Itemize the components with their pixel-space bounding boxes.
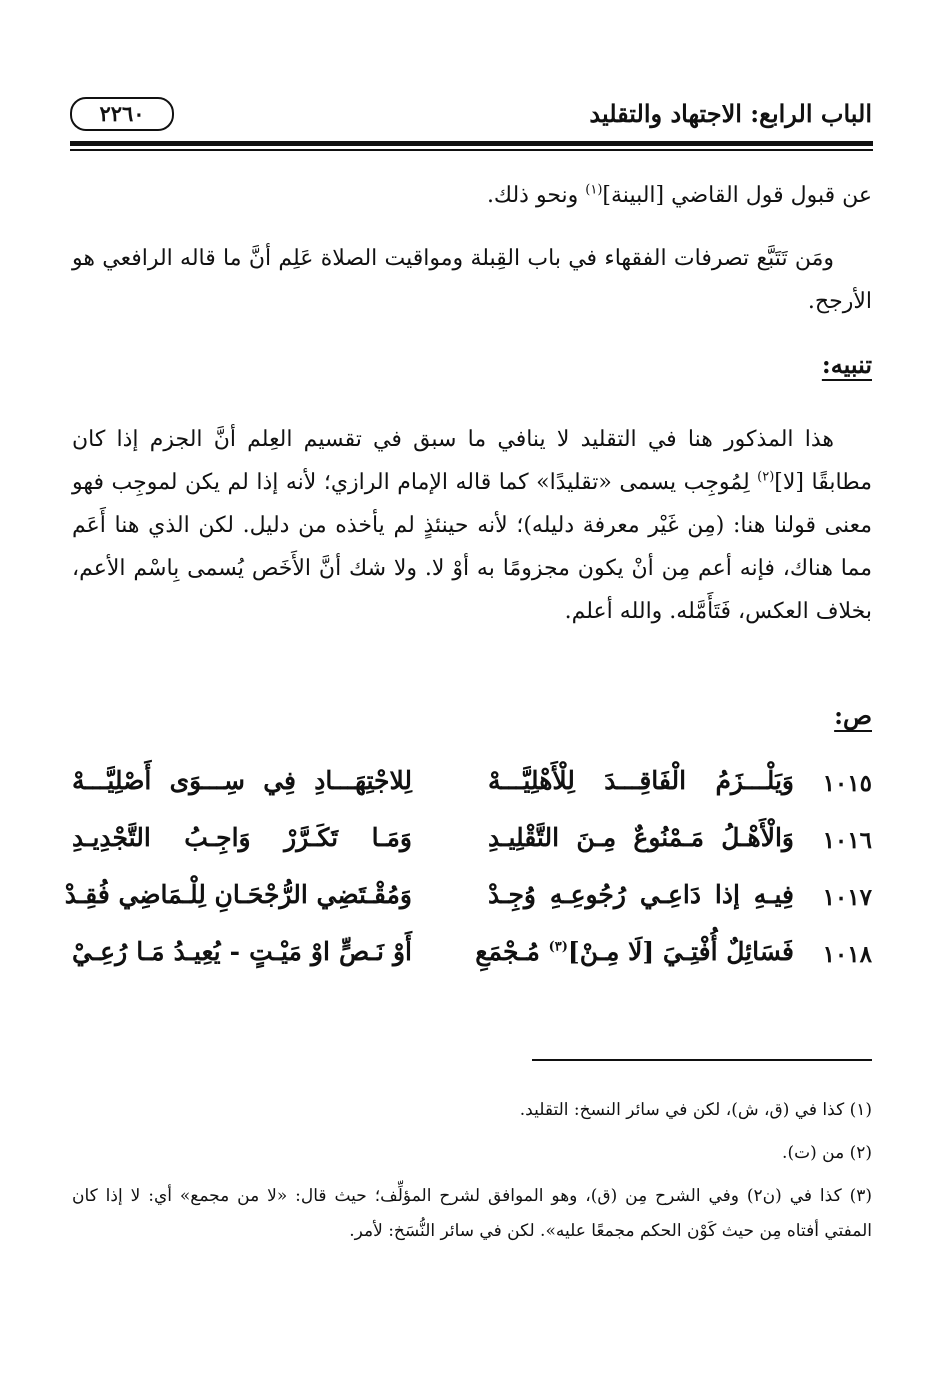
verse-row: [64, 878, 872, 935]
footnote-separator: [532, 1059, 872, 1061]
verse-first-hemistich: وَيَلْـــزَمُ الْفَاقِـــدَ لِلْأَهْلِيَّـــهْ: [488, 766, 794, 795]
verse-second-hemistich: وَمَـا تَكَـرَّرْ وَاجِـبُ التَّجْدِيـدِ: [72, 823, 412, 852]
verse-row: [72, 764, 872, 821]
footnote-ref-2: (٢): [757, 469, 775, 485]
verse-second-hemistich: لِلاجْتِهَـــادِ فِي سِـــوَى أَصْلِيَّـــهْ: [72, 766, 412, 795]
verse-first-hemistich: [475, 937, 794, 966]
paragraph-1-text: عن قبول قول القاضي [البينة]: [602, 183, 872, 208]
verse-number: ١٠١٨: [822, 941, 872, 968]
footnote-ref-1: (١): [585, 182, 603, 198]
paragraph-2: ومَن تَتَبَّع تصرفات الفقهاء في باب القِبلة ومواقيت الصلاة عَلِم أنَّ ما قاله الرافعي هو الأرجح.: [72, 246, 872, 314]
verse-first-hemistich: فِيـهِ إذا دَاعِـي رُجُوعِـهِ وُجِـدْ: [488, 880, 794, 909]
chapter-title: الباب الرابع: الاجتهاد والتقليد: [589, 99, 872, 128]
verse-number: ١٠١٧: [822, 884, 872, 911]
footnote-ref-3: (٣): [548, 939, 568, 955]
verse-block: [64, 764, 872, 992]
verse-row: [72, 821, 872, 878]
verse-first-hemistich-text: فَسَائِلٌ أُفْتِـيَ [لَا مِـنْ]: [567, 937, 794, 966]
footnote-1: (١) كذا في (ق، ش)، لكن في سائر النسخ: التقليد.: [519, 1100, 872, 1120]
verse-second-hemistich: أَوْ نَـصٍّ اوْ مَيْـتٍ - يُعِيـدُ مَـا رُعِـيْ: [72, 937, 412, 966]
verse-number: ١٠١٦: [822, 827, 872, 854]
verse-second-hemistich: وَمُقْـتَضِي الرُّجْحَـانِ لِلْـمَاضِي فُقِـدْ: [64, 880, 412, 909]
page-number: ٢٢٦٠: [70, 97, 174, 131]
heading-tanbih: تنبيه:: [821, 350, 872, 379]
verse-number: ١٠١٥: [822, 770, 872, 797]
footnote-2: (٢) من (ت).: [782, 1143, 872, 1163]
verse-row: [72, 935, 872, 992]
paragraph-1: [72, 174, 872, 217]
footnotes: [72, 1093, 872, 1257]
header-rule-thin: [70, 149, 873, 151]
paragraph-1-tail: ونحو ذلك.: [486, 183, 586, 208]
heading-sad: ص:: [834, 701, 872, 730]
page-header: [70, 97, 872, 137]
verse-first-hemistich-tail: مُـجْمَعِ: [475, 937, 549, 966]
paragraph-3: [72, 418, 872, 633]
footnote-3: (٣) كذا في (ن٢) وفي الشرح مِن (ق)، وهو الموافق لشرح المؤلِّف؛ حيث قال: «لا من مجمع» أي: لا إذا كان المفتي أفتاه مِن حيث كَوْن الحكم مجمعًا عليه». لكن في سائر النُّسَخ: لأمر.: [72, 1186, 872, 1241]
paragraph-3-text-a: هذا المذكور هنا في التقليد لا ينافي ما سبق في تقسيم العِلم أنَّ الجزم إذا كان مطابقًا [لا]: [72, 427, 872, 495]
verse-first-hemistich: وَالْأَهْـلُ مَـمْنُوعٌ مِـنَ التَّقْلِيـدِ: [488, 823, 794, 852]
paragraph-3-text-b: لِمُوجِب يسمى «تقليدًا» كما قاله الإمام الرازي؛ لأنه إذا لم يكن لموجِب فهو معنى قولنا هنا: (مِن غَيْر معرفة دليله)؛ لأنه حينئذٍ لم يأخذه من دليل. لكن الذي هنا أَعَم مما هناك، فإنه أعم مِن أنْ يكون مجزومًا به أوْ لا. ولا شك أنَّ الأَخَص يُسمى بِاسْم الأعم، بخلاف العكس، فَتَأَمَّله. والله أعلم.: [72, 470, 872, 624]
header-rule-thick: [70, 141, 873, 146]
